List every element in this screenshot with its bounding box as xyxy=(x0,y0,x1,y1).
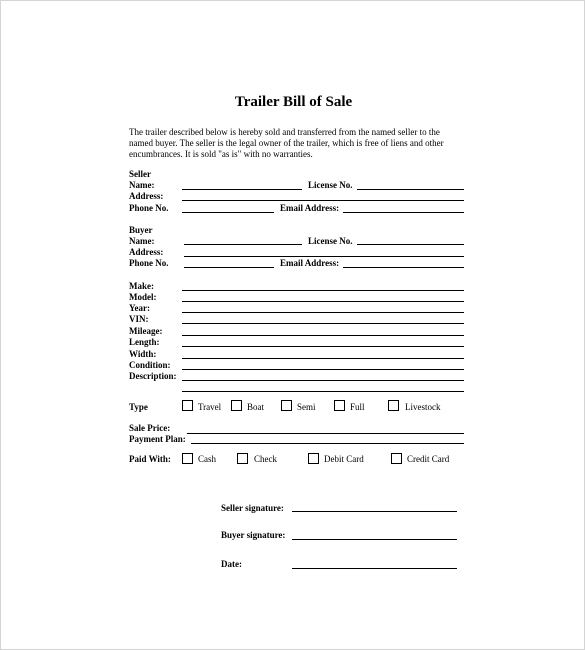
buyer-signature-label: Buyer signature: xyxy=(221,530,286,540)
date-label: Date: xyxy=(221,559,242,569)
model-label: Model: xyxy=(129,292,157,302)
type-livestock-checkbox[interactable] xyxy=(388,400,399,411)
buyer-heading: Buyer xyxy=(129,225,153,235)
buyer-email-field[interactable] xyxy=(343,267,464,268)
type-full-checkbox[interactable] xyxy=(334,400,345,411)
seller-license-label: License No. xyxy=(308,180,353,190)
make-label: Make: xyxy=(129,281,154,291)
vin-label: VIN: xyxy=(129,314,149,324)
year-field[interactable] xyxy=(182,312,464,313)
description-field[interactable] xyxy=(182,380,464,381)
type-boat-checkbox[interactable] xyxy=(231,400,242,411)
seller-license-field[interactable] xyxy=(357,189,464,190)
buyer-name-label: Name: xyxy=(129,236,155,246)
seller-phone-label: Phone No. xyxy=(129,203,169,213)
date-field[interactable] xyxy=(292,568,457,569)
type-travel-label: Travel xyxy=(198,402,222,412)
description-label: Description: xyxy=(129,371,177,381)
condition-field[interactable] xyxy=(182,369,464,370)
paid-credit-card-checkbox[interactable] xyxy=(391,453,402,464)
make-field[interactable] xyxy=(182,290,464,291)
sale-price-field[interactable] xyxy=(187,433,464,434)
buyer-email-label: Email Address: xyxy=(280,258,340,268)
type-semi-label: Semi xyxy=(297,402,316,412)
width-field[interactable] xyxy=(182,358,464,359)
mileage-label: Mileage: xyxy=(129,326,163,336)
seller-address-label: Address: xyxy=(129,191,164,201)
paid-cash-label: Cash xyxy=(198,454,216,464)
paid-debit-card-checkbox[interactable] xyxy=(308,453,319,464)
payment-plan-field[interactable] xyxy=(191,443,464,444)
buyer-license-field[interactable] xyxy=(357,244,464,245)
paid-credit-card-label: Credit Card xyxy=(407,454,450,464)
buyer-signature-field[interactable] xyxy=(292,539,457,540)
document-title: Trailer Bill of Sale xyxy=(234,94,353,110)
condition-label: Condition: xyxy=(129,360,171,370)
paid-debit-card-label: Debit Card xyxy=(324,454,364,464)
seller-email-field[interactable] xyxy=(343,212,464,213)
seller-address-field[interactable] xyxy=(182,200,464,201)
mileage-field[interactable] xyxy=(182,335,464,336)
seller-phone-field[interactable] xyxy=(182,212,274,213)
buyer-phone-label: Phone No. xyxy=(129,258,169,268)
description-field-line-2[interactable] xyxy=(182,391,464,392)
type-livestock-label: Livestock xyxy=(405,402,441,412)
type-full-label: Full xyxy=(350,402,365,412)
length-label: Length: xyxy=(129,337,160,347)
paid-check-label: Check xyxy=(254,454,277,464)
paid-check-checkbox[interactable] xyxy=(237,453,248,464)
type-travel-checkbox[interactable] xyxy=(182,400,193,411)
seller-name-field[interactable] xyxy=(182,189,302,190)
length-field[interactable] xyxy=(182,346,464,347)
buyer-address-label: Address: xyxy=(129,247,164,257)
buyer-name-field[interactable] xyxy=(184,244,302,245)
vin-field[interactable] xyxy=(182,323,464,324)
seller-signature-label: Seller signature: xyxy=(221,503,284,513)
seller-signature-field[interactable] xyxy=(292,511,457,512)
model-field[interactable] xyxy=(182,301,464,302)
buyer-address-field[interactable] xyxy=(184,256,464,257)
buyer-phone-field[interactable] xyxy=(184,267,274,268)
buyer-license-label: License No. xyxy=(308,236,353,246)
seller-name-label: Name: xyxy=(129,180,155,190)
width-label: Width: xyxy=(129,349,157,359)
seller-email-label: Email Address: xyxy=(280,203,340,213)
type-label: Type xyxy=(129,402,148,412)
paid-with-label: Paid With: xyxy=(129,454,171,464)
year-label: Year: xyxy=(129,303,150,313)
payment-plan-label: Payment Plan: xyxy=(129,434,186,444)
type-boat-label: Boat xyxy=(247,402,264,412)
intro-paragraph: The trailer described below is hereby sold and transferred from the named seller to the named buyer. The seller is the legal owner of the trailer, which is free of liens and other encumbrances. It is sold "as is" with no warranties. xyxy=(129,127,444,159)
seller-heading: Seller xyxy=(129,169,151,179)
type-semi-checkbox[interactable] xyxy=(281,400,292,411)
sale-price-label: Sale Price: xyxy=(129,423,171,433)
paid-cash-checkbox[interactable] xyxy=(182,453,193,464)
